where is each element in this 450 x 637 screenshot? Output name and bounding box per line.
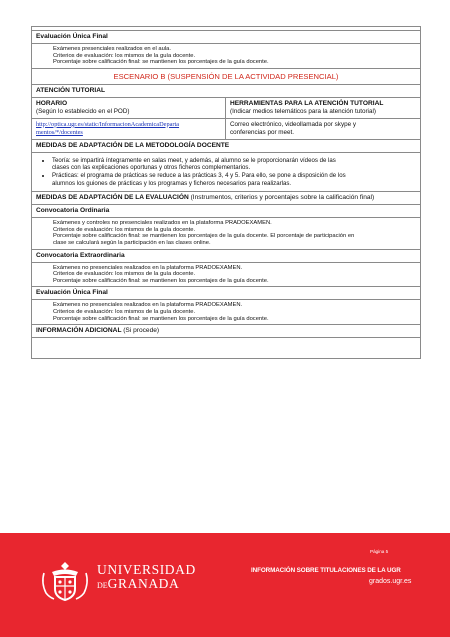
adicional-title-cell: [32, 325, 421, 338]
list-item-line: clases con las explicaciones oportunas y otros ficheros complementarios.: [52, 164, 251, 172]
guide-table: [31, 26, 421, 359]
evaluacion-title: MEDIDAS DE ADAPTACIÓN DE LA EVALUACIÓN: [36, 194, 189, 202]
ordinaria-line: clase se calculará según la participación en las clases online.: [53, 239, 211, 246]
evaluacion-title-cell: [32, 192, 421, 205]
ordinaria-line: Porcentaje sobre calificación final: se mantienen los porcentajes de la guía docente. El porcentaje de participación en: [53, 233, 355, 240]
unica2-line: Porcentaje sobre calificación final: se mantienen los porcentajes de la guía docente.: [53, 315, 269, 322]
horario-sub: (Según lo establecido en el POD): [36, 107, 130, 115]
adicional-subtitle: (Si procede): [123, 327, 160, 335]
unica2-line: Exámenes no presenciales realizados en la plataforma PRADOEXAMEN.: [53, 302, 243, 309]
ordinaria-title: Convocatoria Ordinaria: [32, 205, 421, 218]
extraordinaria-body: [32, 262, 421, 287]
metodologia-title: MEDIDAS DE ADAPTACIÓN DE LA METODOLOGÍA DOCENTE: [32, 139, 421, 152]
herramientas-value-line: Correo electrónico, videollamada por skype y: [230, 120, 356, 128]
herramientas-value: [226, 118, 421, 139]
horario-value: [32, 118, 226, 139]
list-item-line: Prácticas: el programa de prácticas se reduce a las prácticas 3, 4 y 5. Para ello, se pone a disposición de los: [52, 171, 346, 179]
unica2-body: [32, 300, 421, 325]
docentes-link[interactable]: http://optica.ugr.es/static/InformacionAcademicaDeparta mentos/*/docentes: [36, 120, 180, 136]
ordinaria-body: [32, 218, 421, 249]
herramientas-header: [226, 97, 421, 118]
evaluacion-subtitle: (Instrumentos, criterios y porcentajes sobre la calificación final): [190, 194, 375, 202]
extraordinaria-line: Criterios de evaluación: los mismos de la guía docente.: [53, 271, 196, 278]
extraordinaria-line: Porcentaje sobre calificación final: se mantienen los porcentajes de la guía docente.: [53, 277, 269, 284]
extraordinaria-line: Exámenes no presenciales realizados en la plataforma PRADOEXAMEN.: [53, 264, 243, 271]
unica2-title: Evaluación Única Final: [32, 287, 421, 300]
list-item: [52, 157, 416, 172]
metodologia-list: [36, 157, 416, 187]
unica2-line: Criterios de evaluación: los mismos de la guía docente.: [53, 308, 196, 315]
university-name-de: DE: [97, 581, 108, 590]
titulaciones-info: INFORMACIÓN SOBRE TITULACIONES DE LA UGR: [251, 567, 401, 574]
list-item-line: Teoría: se impartirá íntegramente en salas meet, y además, al alumno se le proporcionarán vídeos de las: [52, 156, 336, 164]
ordinaria-line: Criterios de evaluación: los mismos de la guía docente.: [53, 226, 196, 233]
adicional-title: INFORMACIÓN ADICIONAL: [36, 327, 122, 335]
escenario-b-heading: ESCENARIO B (SUSPENSIÓN DE LA ACTIVIDAD PRESENCIAL): [32, 68, 421, 84]
grados-url[interactable]: grados.ugr.es: [369, 578, 412, 585]
metodologia-body: [32, 152, 421, 191]
unica1-body: [32, 44, 421, 69]
extraordinaria-title: Convocatoria Extraordinaria: [32, 249, 421, 262]
unica1-line: Exámenes presenciales realizados en el aula.: [53, 46, 171, 52]
unica1-line: Porcentaje sobre calificación final: se mantienen los porcentajes de la guía docente.: [53, 59, 269, 66]
list-item: [52, 172, 416, 187]
ordinaria-line: Exámenes y controles no presenciales realizados en la plataforma PRADOEXAMEN.: [53, 220, 272, 227]
list-item-line: alumnos los guiones de prácticas y los programas y ficheros necesarios para realizarlas.: [52, 179, 292, 187]
herramientas-value-line: conferencias por meet.: [230, 128, 295, 136]
herramientas-sub: (Indicar medios telemáticos para la atención tutorial): [230, 107, 376, 115]
unica1-line: Criterios de evaluación: los mismos de la guía docente.: [53, 52, 196, 59]
tutorial-title: ATENCIÓN TUTORIAL: [32, 84, 421, 97]
unica1-title: Evaluación Única Final: [32, 31, 421, 44]
adicional-body: [32, 338, 421, 359]
university-name-line2: [97, 576, 179, 592]
page-footer: [0, 533, 450, 637]
horario-title: HORARIO: [36, 99, 68, 107]
university-crest-icon: [40, 559, 90, 603]
horario-header: [32, 97, 226, 118]
university-name-granada: GRANADA: [107, 576, 180, 591]
page-number: Página 5: [370, 549, 389, 554]
herramientas-title: HERRAMIENTAS PARA LA ATENCIÓN TUTORIAL: [230, 99, 384, 107]
document-page: [31, 26, 420, 359]
university-name-line1: UNIVERSIDAD: [97, 562, 196, 577]
